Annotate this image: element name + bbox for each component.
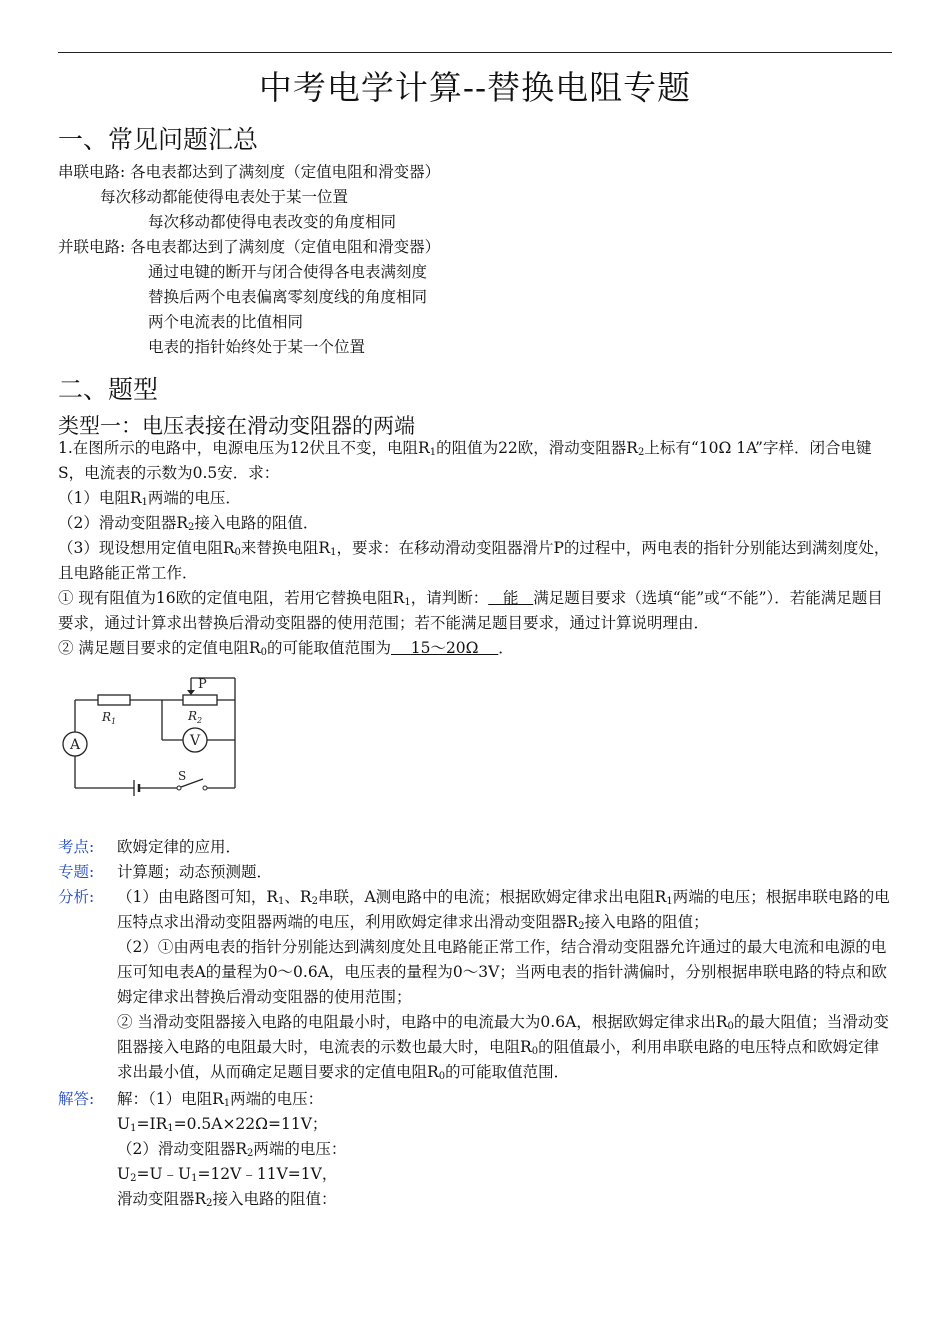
section1-heading: 一、常见问题汇总 bbox=[58, 125, 259, 154]
answer-blank-2: 15～20Ω bbox=[410, 639, 479, 657]
kaodian-label: 考点: bbox=[58, 838, 95, 856]
r1-label: $R_1$ bbox=[102, 710, 117, 726]
resistor-r2 bbox=[183, 695, 217, 705]
r2-label: $R_2$ bbox=[188, 709, 203, 725]
page-title: 中考电学计算--替换电阻专题 bbox=[258, 68, 692, 107]
question-3-part-1: ① 现有阻值为16欧的定值电阻，若用它替换电阻$R_1$，请判断： 能 满足题目要求（选填“能”或“不能”）．若能满足题目要求，通过计算求出替换后滑动变阻器的使用范围；若不能满足题目要求，通过计算说明理由． bbox=[58, 589, 883, 632]
parallel-line-2: 通过电键的断开与闭合使得各电表满刻度 bbox=[148, 263, 428, 281]
solution-line-1: 解：（1）电阻$R_1$两端的电压： bbox=[117, 1090, 324, 1109]
fenxi-part-3: ② 当滑动变阻器接入电路的电阻最小时，电路中的电流最大为0.6A，根据欧姆定律求出$R_0$的最大阻值；当滑动变阻器接入电路的电阻最大时，电流表的示数也最大时，电阻$R_0$的阻值最小，利用串联电路的电压特点和欧姆定律求出最小值，从而确定足题目要求的定值电阻$R_0$的可能取值范围． bbox=[117, 1013, 889, 1082]
question-2: （2）滑动变阻器$R_2$接入电路的阻值． bbox=[58, 514, 319, 533]
switch-contact-right bbox=[203, 786, 207, 790]
circuit-diagram bbox=[58, 674, 248, 804]
fenxi-part-1: （1）由电路图可知，$R_1$、$R_2$串联，A测电路中的电流；根据欧姆定律求出电阻$R_1$两端的电压；根据串联电路的电压特点求出滑动变阻器两端的电压，利用欧姆定律求出滑动变阻器$R_2$接入电路的阻值； bbox=[117, 888, 890, 932]
fenxi-label: 分析: bbox=[58, 888, 95, 906]
zhuanti-label: 专题: bbox=[58, 863, 95, 881]
problem-stem: 1.在图所示的电路中，电源电压为12伏且不变，电阻$R_1$的阻值为22欧，滑动变阻器$R_2$上标有“10Ω 1A”字样．闭合电键S，电流表的示数为0.5安．求： bbox=[58, 439, 872, 482]
solution-line-5: 滑动变阻器$R_2$接入电路的阻值： bbox=[117, 1190, 337, 1209]
slider-label: P bbox=[198, 677, 207, 692]
parallel-line-3: 替换后两个电表偏离零刻度线的角度相同 bbox=[148, 288, 428, 306]
question-3-part-2: ② 满足题目要求的定值电阻$R_0$的可能取值范围为 15～20Ω ． bbox=[58, 639, 514, 658]
resistor-r1 bbox=[98, 695, 130, 705]
zhuanti-text: 计算题；动态预测题． bbox=[117, 863, 273, 881]
question-1: （1）电阻$R_1$两端的电压． bbox=[58, 489, 241, 508]
question-3: （3）现设想用定值电阻$R_0$来替换电阻$R_1$，要求：在移动滑动变阻器滑片P的过程中，两电表的指针分别能达到满刻度处，且电路能正常工作． bbox=[58, 539, 890, 582]
solution-line-3: （2）滑动变阻器$R_2$两端的电压： bbox=[117, 1140, 347, 1159]
solution-line-2: $U_1=IR_1=0.5A\times 22\Omega=11V$； bbox=[117, 1115, 328, 1134]
top-rule bbox=[58, 52, 892, 53]
solution-line-4: $U_2=U﹣U_1=12V﹣11V=1V$， bbox=[117, 1165, 338, 1184]
voltmeter-label: V bbox=[189, 733, 201, 749]
parallel-line-4: 两个电流表的比值相同 bbox=[148, 313, 304, 331]
series-line-2: 每次移动都能使得电表处于某一位置 bbox=[100, 188, 349, 206]
parallel-line-5: 电表的指针始终处于某一个位置 bbox=[148, 338, 366, 356]
kaodian-text: 欧姆定律的应用． bbox=[117, 838, 242, 856]
section2-heading: 二、题型 bbox=[58, 375, 159, 404]
series-line-3: 每次移动都使得电表改变的角度相同 bbox=[148, 213, 397, 231]
series-line-1: 串联电路: 各电表都达到了满刻度（定值电阻和滑变器） bbox=[58, 163, 441, 181]
ammeter-label: A bbox=[69, 737, 81, 753]
jieda-label: 解答: bbox=[58, 1090, 95, 1108]
switch-label: S bbox=[178, 769, 187, 783]
fenxi-part-2: （2）①由两电表的指针分别能达到满刻度处且电路能正常工作，结合滑动变阻器允许通过的最大电流和电源的电压可知电表A的量程为0～0.6A，电压表的量程为0～3V；当两电表的指针满偏时，分别根据串联电路的特点和欧姆定律求出替换后滑动变阻器的使用范围； bbox=[117, 938, 887, 1006]
answer-blank-1: 能 bbox=[503, 589, 519, 607]
switch-contact-left bbox=[177, 786, 181, 790]
parallel-line-1: 并联电路: 各电表都达到了满刻度（定值电阻和滑变器） bbox=[58, 238, 441, 256]
type1-heading: 类型一：电压表接在滑动变阻器的两端 bbox=[58, 414, 415, 438]
slider-arrow bbox=[187, 690, 195, 695]
